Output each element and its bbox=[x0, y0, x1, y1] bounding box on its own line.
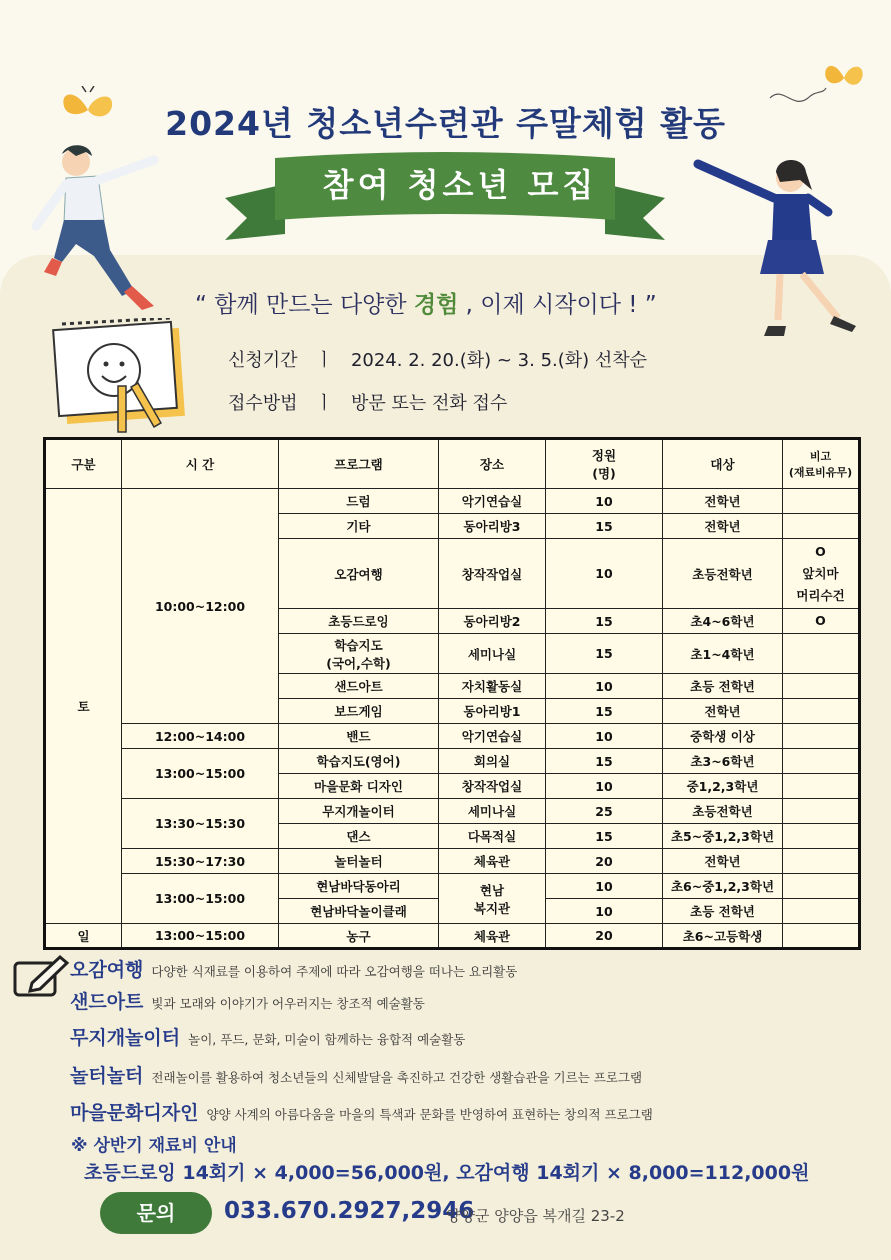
place-cell: 악기연습실 bbox=[439, 724, 546, 749]
contact-label: 문의 bbox=[100, 1192, 212, 1234]
target-cell: 전학년 bbox=[663, 849, 783, 874]
program-cell: 보드게임 bbox=[279, 699, 439, 724]
method-value: 방문 또는 전화 접수 bbox=[350, 393, 508, 414]
note-cell bbox=[783, 874, 860, 899]
capacity-cell: 15 bbox=[546, 634, 663, 674]
capacity-cell: 10 bbox=[546, 774, 663, 799]
note-cell bbox=[783, 514, 860, 539]
note-term: 오감여행 bbox=[70, 959, 144, 981]
period-label: 신청기간 bbox=[228, 350, 298, 371]
capacity-cell: 15 bbox=[546, 749, 663, 774]
note-description: 전래놀이를 활용하여 청소년들의 신체발달을 촉진하고 건강한 생활습관을 기르는 프로그램 bbox=[151, 1070, 643, 1085]
program-cell: 샌드아트 bbox=[279, 674, 439, 699]
note-cell bbox=[783, 824, 860, 849]
note-description: 다양한 식재료를 이용하여 주제에 따라 오감여행을 떠나는 요리활동 bbox=[151, 964, 518, 979]
note-description: 양양 사계의 아름다움을 마을의 특색과 문화를 반영하여 표현하는 창의적 프로그램 bbox=[206, 1107, 653, 1122]
time-cell: 13:30~15:30 bbox=[122, 799, 279, 849]
target-cell: 초1~4학년 bbox=[663, 634, 783, 674]
target-cell: 전학년 bbox=[663, 514, 783, 539]
note-cell bbox=[783, 774, 860, 799]
time-cell: 12:00~14:00 bbox=[122, 724, 279, 749]
slogan-text-before: 함께 만드는 다양한 bbox=[206, 292, 414, 318]
note-item bbox=[70, 1098, 653, 1125]
program-cell: 기타 bbox=[279, 514, 439, 539]
ribbon-title: 참여 청소년 모집 bbox=[322, 166, 598, 204]
table-header-row bbox=[45, 439, 860, 489]
slogan-text-after: , 이제 시작이다 ! bbox=[458, 292, 638, 318]
note-cell bbox=[783, 489, 860, 514]
capacity-cell: 15 bbox=[546, 609, 663, 634]
method-label: 접수방법 bbox=[228, 393, 298, 414]
target-cell: 전학년 bbox=[663, 489, 783, 514]
note-cell bbox=[783, 849, 860, 874]
period-separator: ㅣ bbox=[315, 350, 333, 371]
capacity-cell: 15 bbox=[546, 699, 663, 724]
header-time: 시 간 bbox=[122, 439, 279, 489]
target-cell: 초6~중1,2,3학년 bbox=[663, 874, 783, 899]
pencil-note-icon bbox=[12, 953, 70, 999]
contact-address: 양양군 양양읍 복개길 23-2 bbox=[446, 1207, 625, 1225]
place-cell: 세미나실 bbox=[439, 799, 546, 824]
program-cell: 학습지도(영어) bbox=[279, 749, 439, 774]
table-row bbox=[45, 799, 860, 824]
note-description: 빛과 모래와 이야기가 어우러지는 창조적 예술활동 bbox=[151, 996, 425, 1011]
place-cell: 동아리방1 bbox=[439, 699, 546, 724]
capacity-cell: 10 bbox=[546, 674, 663, 699]
program-cell: 드럼 bbox=[279, 489, 439, 514]
table-row bbox=[45, 724, 860, 749]
place-cell: 자치활동실 bbox=[439, 674, 546, 699]
place-cell: 동아리방2 bbox=[439, 609, 546, 634]
capacity-cell: 10 bbox=[546, 874, 663, 899]
capacity-cell: 20 bbox=[546, 924, 663, 949]
note-cell bbox=[783, 749, 860, 774]
note-cell bbox=[783, 724, 860, 749]
capacity-cell: 10 bbox=[546, 489, 663, 514]
time-cell: 15:30~17:30 bbox=[122, 849, 279, 874]
note-cell bbox=[783, 924, 860, 949]
header-category: 구분 bbox=[45, 439, 122, 489]
boy-illustration bbox=[14, 140, 194, 320]
time-cell: 13:00~15:00 bbox=[122, 874, 279, 924]
contact-phone: 033.670.2927,2946 bbox=[224, 1198, 475, 1224]
target-cell: 초등전학년 bbox=[663, 539, 783, 609]
capacity-cell: 10 bbox=[546, 899, 663, 924]
target-cell: 초등 전학년 bbox=[663, 674, 783, 699]
program-cell: 초등드로잉 bbox=[279, 609, 439, 634]
note-term: 놀터놀터 bbox=[70, 1065, 144, 1087]
capacity-cell: 15 bbox=[546, 824, 663, 849]
capacity-cell: 15 bbox=[546, 514, 663, 539]
place-cell: 세미나실 bbox=[439, 634, 546, 674]
program-cell: 마을문화 디자인 bbox=[279, 774, 439, 799]
header-capacity: 정원 (명) bbox=[546, 439, 663, 489]
place-cell: 창작작업실 bbox=[439, 539, 546, 609]
note-term: 무지개놀이터 bbox=[70, 1027, 181, 1049]
day-cell: 일 bbox=[45, 924, 122, 949]
note-cell bbox=[783, 799, 860, 824]
page-title: 2024년 청소년수련관 주말체험 활동 bbox=[165, 104, 726, 143]
day-cell: 토 bbox=[45, 489, 122, 924]
program-cell: 댄스 bbox=[279, 824, 439, 849]
application-period bbox=[228, 346, 647, 372]
program-cell: 놀터놀터 bbox=[279, 849, 439, 874]
time-cell: 13:00~15:00 bbox=[122, 924, 279, 949]
time-cell: 13:00~15:00 bbox=[122, 749, 279, 799]
target-cell: 초3~6학년 bbox=[663, 749, 783, 774]
note-cell bbox=[783, 674, 860, 699]
note-item bbox=[70, 955, 517, 982]
note-term: 샌드아트 bbox=[70, 991, 144, 1013]
target-cell: 전학년 bbox=[663, 699, 783, 724]
header-note: 비고 (재료비유무) bbox=[783, 439, 860, 489]
header-program: 프로그램 bbox=[279, 439, 439, 489]
program-cell: 밴드 bbox=[279, 724, 439, 749]
fee-title: ※ 상반기 재료비 안내 bbox=[71, 1136, 237, 1156]
butterfly-right-icon bbox=[822, 58, 866, 98]
note-term: 마을문화디자인 bbox=[70, 1102, 199, 1124]
table-row bbox=[45, 749, 860, 774]
target-cell: 초등전학년 bbox=[663, 799, 783, 824]
place-cell: 동아리방3 bbox=[439, 514, 546, 539]
slogan-open-quote: “ bbox=[195, 292, 207, 318]
note-cell bbox=[783, 899, 860, 924]
target-cell: 중학생 이상 bbox=[663, 724, 783, 749]
slogan bbox=[195, 286, 657, 319]
time-cell: 10:00~12:00 bbox=[122, 489, 279, 724]
slogan-highlight: 경험 bbox=[413, 292, 459, 318]
program-cell: 현남바닥놀이클래 bbox=[279, 899, 439, 924]
method-separator: ㅣ bbox=[315, 393, 333, 414]
period-value: 2024. 2. 20.(화) ~ 3. 5.(화) 선착순 bbox=[350, 350, 648, 371]
capacity-cell: 20 bbox=[546, 849, 663, 874]
note-item bbox=[70, 1023, 465, 1050]
target-cell: 초5~중1,2,3학년 bbox=[663, 824, 783, 849]
header-target: 대상 bbox=[663, 439, 783, 489]
target-cell: 초등 전학년 bbox=[663, 899, 783, 924]
slogan-close-quote: ” bbox=[637, 292, 657, 318]
program-cell: 농구 bbox=[279, 924, 439, 949]
program-cell: 무지개놀이터 bbox=[279, 799, 439, 824]
table-row bbox=[45, 924, 860, 949]
place-cell: 현남 복지관 bbox=[439, 874, 546, 924]
note-cell: O bbox=[783, 609, 860, 634]
application-method bbox=[228, 389, 507, 415]
note-description: 놀이, 푸드, 문화, 미술이 함께하는 융합적 예술활동 bbox=[188, 1032, 466, 1047]
table-row bbox=[45, 874, 860, 899]
place-cell: 회의실 bbox=[439, 749, 546, 774]
place-cell: 악기연습실 bbox=[439, 489, 546, 514]
sketchbook-icon bbox=[52, 318, 192, 436]
program-cell: 현남바닥동아리 bbox=[279, 874, 439, 899]
place-cell: 체육관 bbox=[439, 924, 546, 949]
note-item bbox=[70, 1061, 642, 1088]
table-row bbox=[45, 489, 860, 514]
target-cell: 중1,2,3학년 bbox=[663, 774, 783, 799]
note-cell bbox=[783, 699, 860, 724]
girl-illustration bbox=[688, 150, 873, 340]
place-cell: 다목적실 bbox=[439, 824, 546, 849]
place-cell: 창작작업실 bbox=[439, 774, 546, 799]
note-cell bbox=[783, 634, 860, 674]
capacity-cell: 10 bbox=[546, 724, 663, 749]
program-cell: 오감여행 bbox=[279, 539, 439, 609]
note-item bbox=[70, 987, 425, 1014]
schedule-table bbox=[43, 437, 861, 950]
target-cell: 초4~6학년 bbox=[663, 609, 783, 634]
capacity-cell: 10 bbox=[546, 539, 663, 609]
target-cell: 초6~고등학생 bbox=[663, 924, 783, 949]
capacity-cell: 25 bbox=[546, 799, 663, 824]
header-place: 장소 bbox=[439, 439, 546, 489]
table-row bbox=[45, 849, 860, 874]
program-cell: 학습지도 (국어,수학) bbox=[279, 634, 439, 674]
place-cell: 체육관 bbox=[439, 849, 546, 874]
fee-detail: 초등드로잉 14회기 × 4,000=56,000원, 오감여행 14회기 × 8,000=112,000원 bbox=[84, 1162, 810, 1184]
note-cell: O 앞치마 머리수건 bbox=[783, 539, 860, 609]
